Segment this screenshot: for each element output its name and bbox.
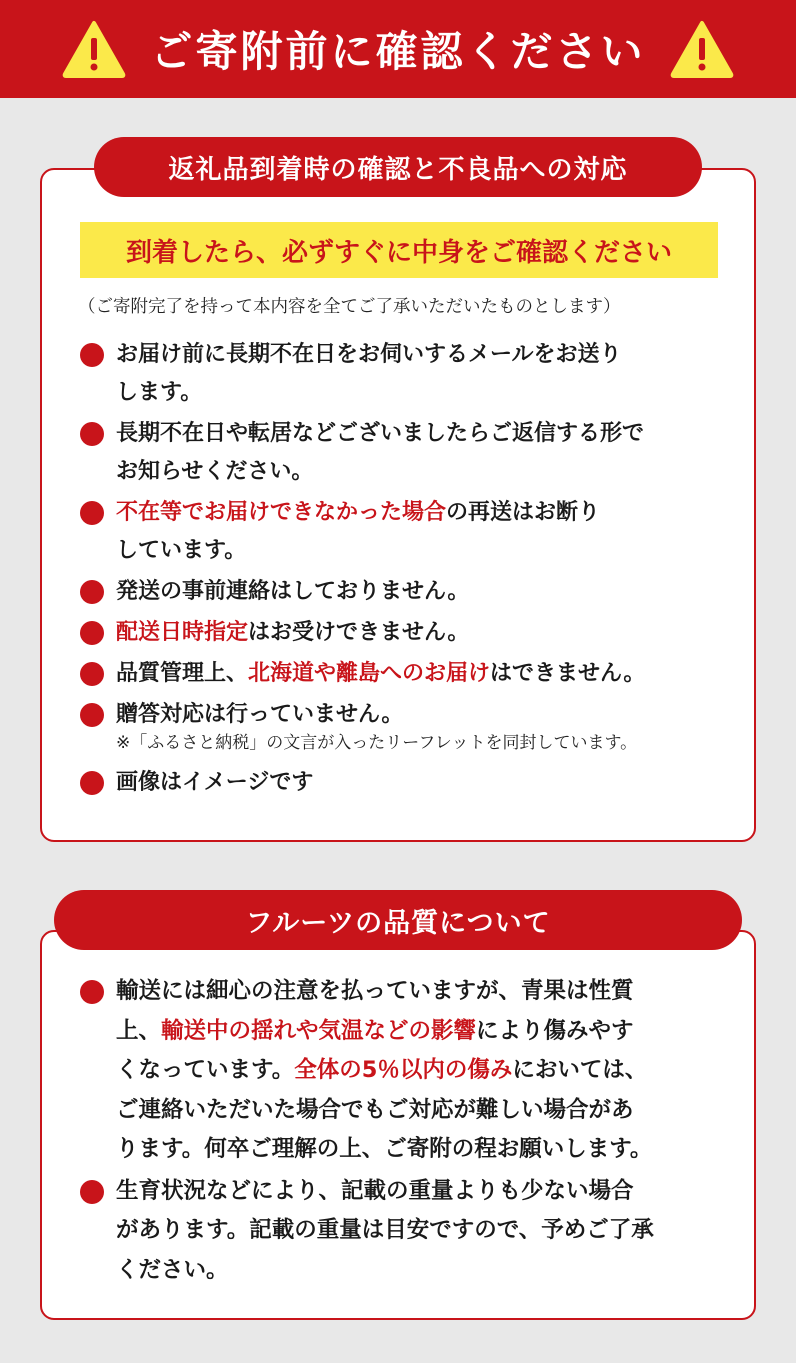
body-text: においては、: [512, 1057, 648, 1083]
body-text: 画像はイメージです: [116, 770, 314, 795]
emphasis-text: 不在等でお届けできなかった場合: [116, 500, 447, 525]
body-text: 長期不在日や転居などございましたらご返信する形で: [116, 421, 645, 446]
list-item-line: [116, 1012, 730, 1052]
warning-triangle-icon: [62, 20, 126, 78]
body-text: ください。: [116, 1256, 229, 1283]
list-item: [80, 696, 730, 734]
body-text: します。: [116, 380, 203, 405]
body-text: ります。何卒ご理解の上、ご寄附の程お願いします。: [116, 1136, 653, 1162]
body-text: しています。: [116, 538, 247, 563]
emphasis-text: 配送日時指定: [116, 620, 249, 645]
body-text: 輸送には細心の注意を払っていますが、青果は性質: [116, 978, 634, 1004]
list-item-line: [116, 374, 730, 412]
section-header-quality: フルーツの品質について: [54, 890, 742, 950]
leaflet-note: ※「ふるさと納税」の文言が入ったリーフレットを同封しています。: [116, 733, 638, 753]
top-banner: [0, 0, 796, 98]
list-item-line: [116, 1091, 730, 1131]
arrival-notice-list: [80, 336, 730, 805]
warning-triangle-icon: [670, 20, 734, 78]
list-item-line: [116, 573, 730, 611]
quality-notice-list: [80, 972, 730, 1290]
body-text: があります。記載の重量は目安ですので、予めご了承: [116, 1217, 654, 1243]
list-item: [80, 614, 730, 652]
body-text: お知らせください。: [116, 459, 314, 484]
list-item: [80, 336, 730, 412]
consent-note: （ご寄附完了を持って本内容を全てご了承いただいたものとします）: [78, 297, 621, 317]
bullet-icon: [80, 980, 104, 1004]
highlight-notice: 到着したら、必ずすぐに中身をご確認ください: [80, 222, 718, 278]
section-header-arrival: 返礼品到着時の確認と不良品への対応: [94, 137, 702, 197]
list-item: [80, 972, 730, 1170]
bullet-icon: [80, 703, 104, 727]
list-item-line: [116, 696, 730, 734]
list-item: [80, 573, 730, 611]
list-item-line: [116, 1251, 730, 1291]
bullet-icon: [80, 501, 104, 525]
emphasis-text: 全体の5％以内の傷み: [294, 1057, 513, 1083]
body-text: はできません。: [490, 661, 646, 686]
list-item-line: [116, 764, 730, 802]
body-text: くなっています。: [116, 1057, 295, 1083]
list-item-line: [116, 532, 730, 570]
list-item-line: [116, 1130, 730, 1170]
body-text: の再送はお断り: [446, 500, 601, 525]
list-item-line: [116, 655, 730, 693]
body-text: 生育状況などにより、記載の重量よりも少ない場合: [116, 1177, 634, 1204]
list-item: [80, 494, 730, 570]
list-item-line: [116, 415, 730, 453]
bullet-icon: [80, 662, 104, 686]
bullet-icon: [80, 771, 104, 795]
list-item-line: [116, 1051, 730, 1091]
emphasis-text: 北海道や離島へのお届け: [248, 661, 491, 686]
body-text: お届け前に長期不在日をお伺いするメールをお送り: [116, 342, 622, 367]
list-item-line: [116, 1211, 730, 1251]
list-item-line: [116, 614, 730, 652]
body-text: により傷みやす: [476, 1017, 634, 1044]
bullet-icon: [80, 621, 104, 645]
list-item-line: [116, 972, 730, 1012]
bullet-icon: [80, 1180, 104, 1204]
body-text: 品質管理上、: [116, 661, 249, 686]
list-item: [80, 415, 730, 491]
list-item-line: [116, 336, 730, 374]
page-title: ご寄附前に確認ください: [150, 27, 646, 76]
bullet-icon: [80, 422, 104, 446]
list-item-line: [116, 1172, 730, 1212]
list-item-line: [116, 453, 730, 491]
body-text: 贈答対応は行っていません。: [116, 702, 404, 727]
list-item: [80, 1172, 730, 1291]
body-text: 発送の事前連絡はしておりません。: [116, 579, 470, 604]
list-item-line: [116, 494, 730, 532]
body-text: ご連絡いただいた場合でもご対応が難しい場合があ: [116, 1096, 634, 1123]
list-item: [80, 655, 730, 693]
emphasis-text: 輸送中の揺れや気温などの影響: [161, 1017, 477, 1044]
list-item: [80, 764, 730, 802]
body-text: はお受けできません。: [248, 620, 470, 645]
body-text: 上、: [116, 1017, 162, 1044]
bullet-icon: [80, 343, 104, 367]
bullet-icon: [80, 580, 104, 604]
